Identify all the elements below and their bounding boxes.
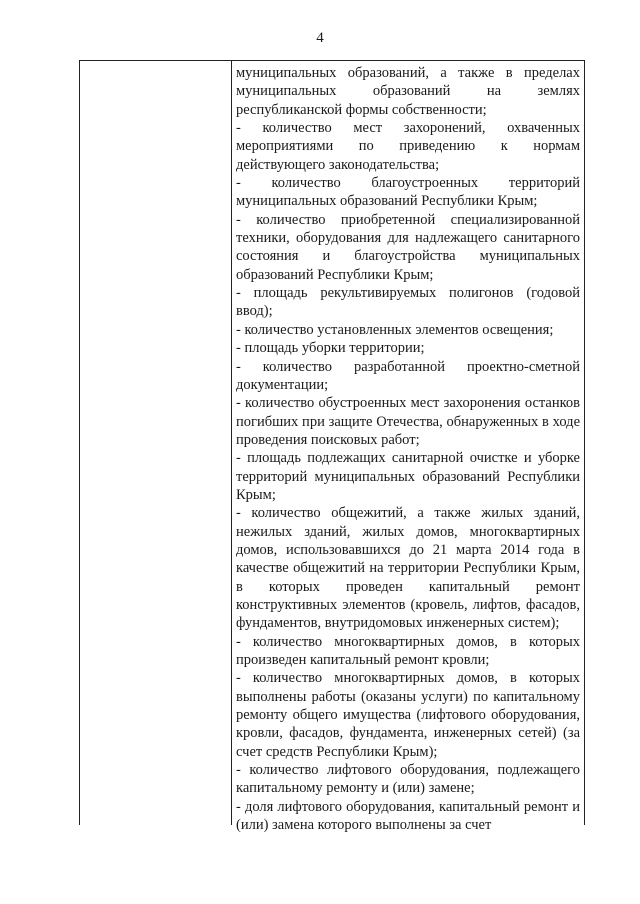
paragraph: - количество установленных элементов освещения;	[236, 321, 554, 338]
paragraph: - количество благоустроенных территорий муниципальных образований Республики Крым;	[236, 175, 580, 210]
paragraph: - количество многоквартирных домов, в которых произведен капитальный ремонт кровли;	[236, 633, 580, 668]
paragraph: муниципальных образований, а также в пределах муниципальных образований на землях республиканской формы собственности;	[236, 65, 580, 118]
table-left-cell	[80, 61, 232, 825]
table-right-cell	[232, 61, 584, 834]
page-number: 4	[316, 30, 324, 46]
paragraph: - количество разработанной проектно-сметной документации;	[236, 358, 580, 393]
paragraph: - площадь уборки территории;	[236, 340, 425, 357]
indicators-table	[79, 60, 585, 834]
paragraph: - количество многоквартирных домов, в которых выполнены работы (оказаны услуги) по капитальному ремонту общего имущества (лифтового оборудования, кровли, фасадов, фундамента, инженерных сетей) (за счет средств Республики Крым);	[236, 670, 580, 760]
paragraph: - количество приобретенной специализированной техники, оборудования для надлежащего санитарного состояния и благоустройства муниципальных образований Республики Крым;	[236, 211, 580, 283]
paragraph: - площадь подлежащих санитарной очистке и уборке территорий муниципальных образований Республики Крым;	[236, 450, 580, 503]
paragraph: - площадь рекультивируемых полигонов (годовой ввод);	[236, 285, 580, 320]
paragraph: - количество мест захоронений, охваченных мероприятиями по приведению к нормам действующего законодательства;	[236, 120, 580, 173]
paragraph: - доля лифтового оборудования, капитальный ремонт и (или) замена которого выполнены за счет	[236, 798, 580, 834]
paragraph: - количество обустроенных мест захоронения останков погибших при защите Отечества, обнаруженных в ходе проведения поисковых работ;	[236, 395, 580, 448]
paragraph: - количество общежитий, а также жилых зданий, нежилых зданий, жилых домов, многоквартирных домов, использовавшихся до 21 марта 2014 года в качестве общежитий на территории Республики Крым, в которых проведен капитальный ремонт конструктивных элементов (кровель, лифтов, фасадов, фундаментов, внутридомовых инженерных систем);	[236, 505, 580, 632]
paragraph: - количество лифтового оборудования, подлежащего капитальному ремонту и (или) замене;	[236, 762, 580, 797]
